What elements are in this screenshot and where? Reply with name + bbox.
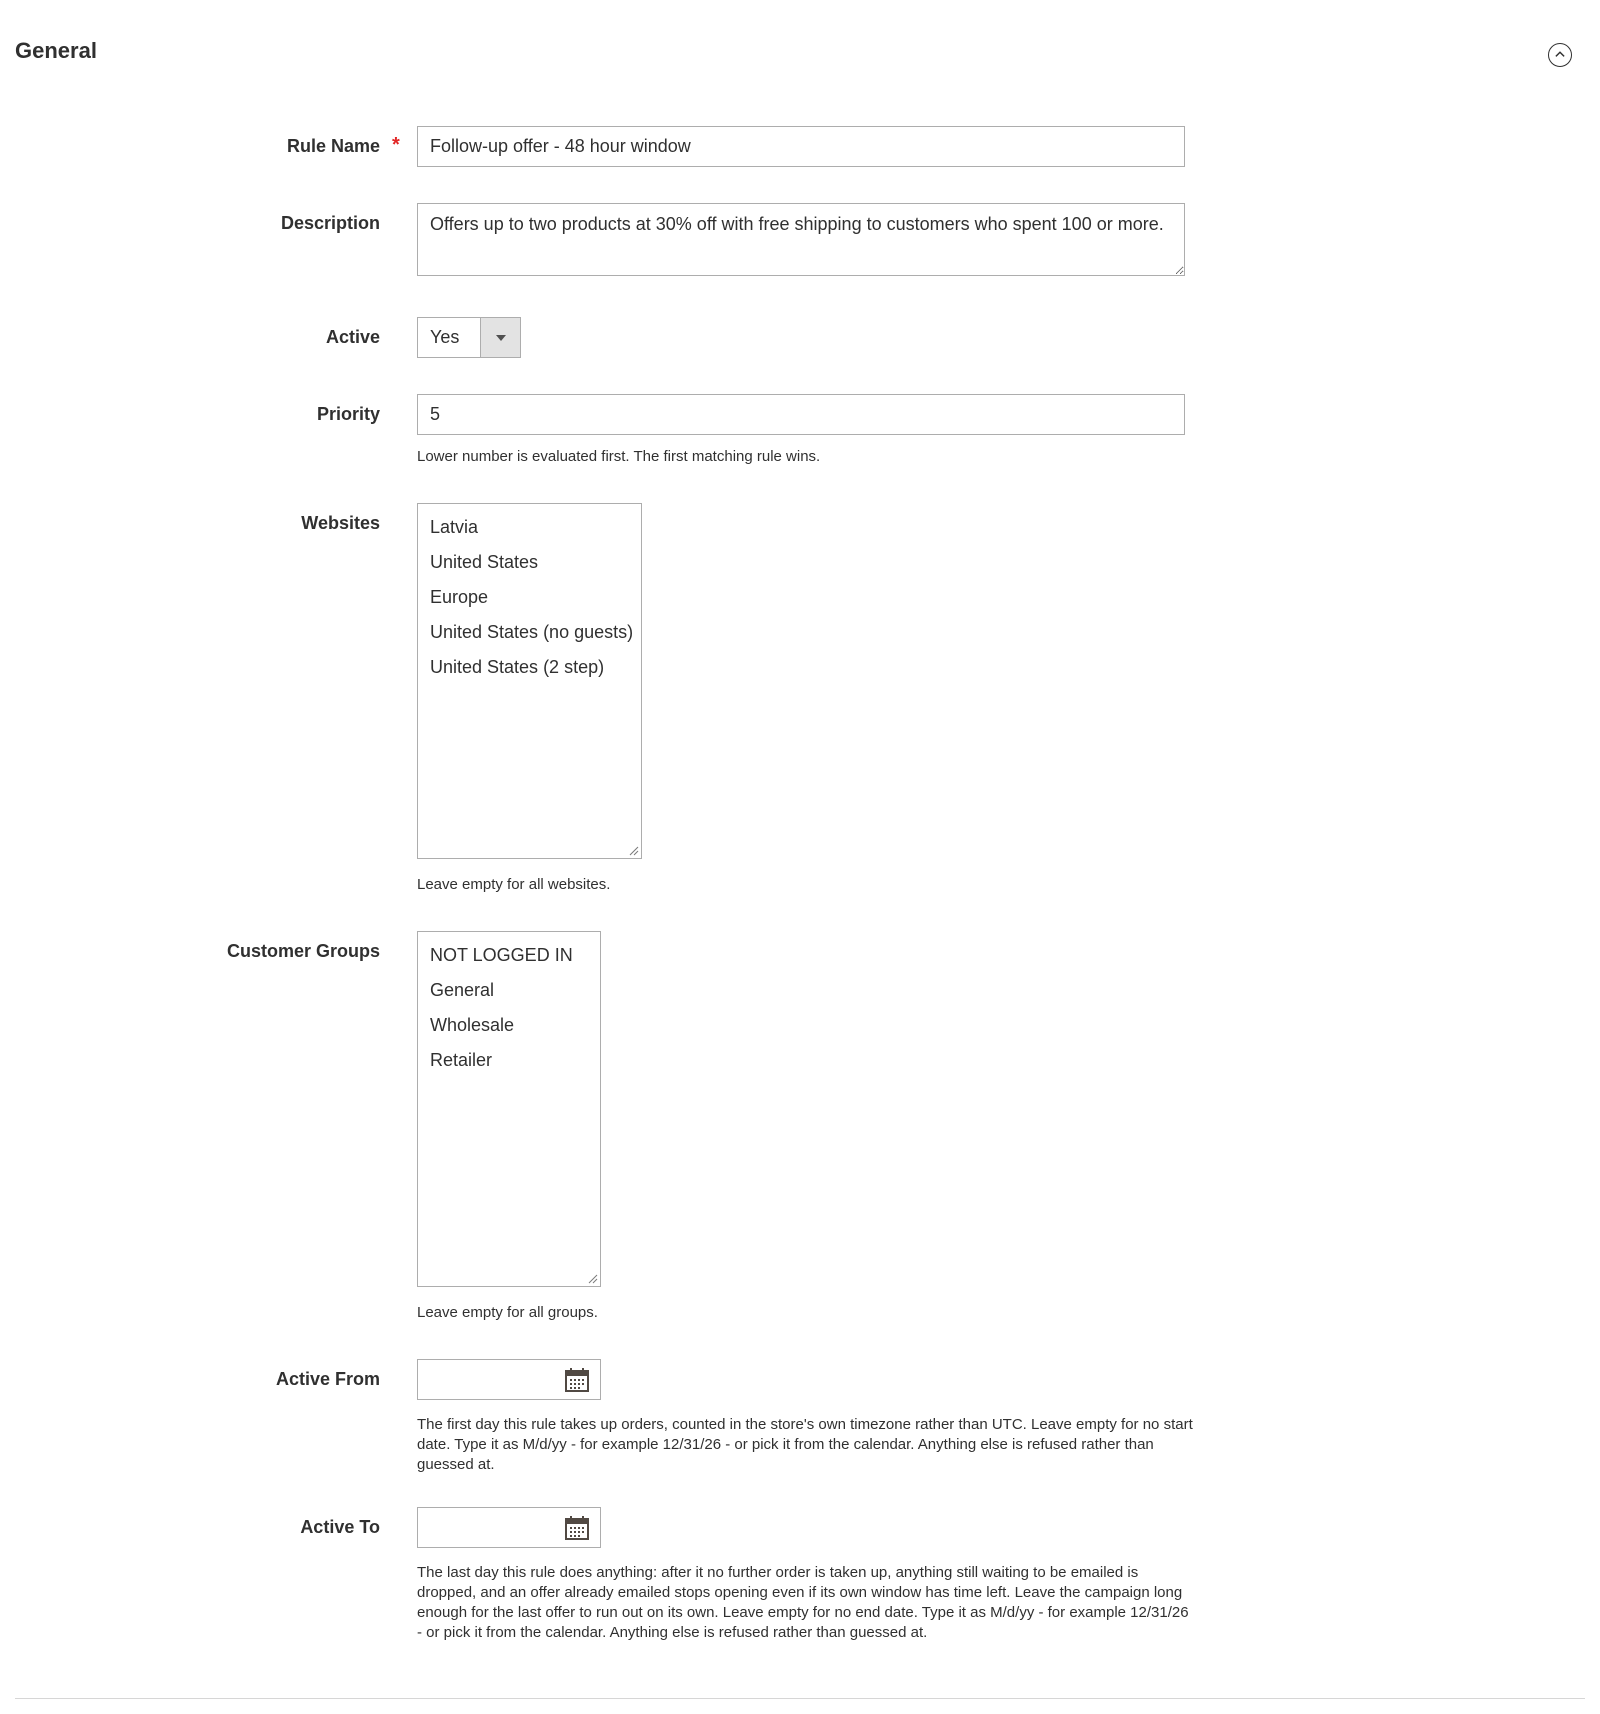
active-from-hint: The first day this rule takes up orders, counted in the store's own timezone rather than UTC. Leave empty for no start date. Type it as M/d/yy - for example 12/31/26 - or pick it from the calendar. Anything else is refused rather than guessed at.	[417, 1416, 1193, 1473]
websites-multiselect[interactable]	[417, 503, 642, 859]
customer-group-option[interactable]: General	[430, 980, 495, 1000]
websites-option[interactable]: United States (no guests)	[430, 622, 634, 642]
websites-option[interactable]: United States	[430, 552, 539, 572]
active-from-label: Active From	[275, 1369, 380, 1389]
active-to-label: Active To	[300, 1517, 380, 1537]
websites-option[interactable]: Europe	[430, 587, 489, 607]
customer-groups-label: Customer Groups	[226, 941, 380, 961]
customer-groups-hint: Leave empty for all groups.	[417, 1304, 598, 1321]
priority-input[interactable]	[417, 394, 1185, 435]
active-select-toggle[interactable]	[480, 318, 520, 357]
customer-group-option[interactable]: Wholesale	[430, 1015, 515, 1035]
rule-name-input[interactable]	[417, 126, 1185, 167]
active-from-date-field	[417, 1359, 601, 1400]
active-to-hint: The last day this rule does anything: after it no further order is taken up, anything still waiting to be emailed is dropped, and an offer already emailed stops opening even if its own window has time left. Leave the campaign long enough for the last offer to run out on its own. Leave empty for no end date. Type it as M/d/yy - for example 12/31/26 - or pick it from the calendar. Anything else is refused rather than guessed at.	[417, 1564, 1189, 1641]
active-label: Active	[325, 327, 380, 347]
chevron-up-icon	[1549, 44, 1571, 66]
description-label: Description	[280, 213, 380, 233]
active-from-calendar-button[interactable]	[564, 1367, 590, 1393]
active-to-calendar-button[interactable]	[564, 1515, 590, 1541]
active-to-input[interactable]	[418, 1508, 558, 1547]
calendar-icon	[564, 1367, 590, 1393]
calendar-icon	[564, 1515, 590, 1541]
description-textarea[interactable]	[417, 203, 1185, 276]
section-title: General	[15, 38, 97, 63]
priority-label: Priority	[316, 404, 380, 424]
websites-label: Websites	[301, 513, 380, 533]
active-to-date-field	[417, 1507, 601, 1548]
customer-group-option[interactable]: Retailer	[430, 1050, 493, 1070]
rule-name-label: Rule Name	[286, 136, 380, 156]
websites-option[interactable]: Latvia	[430, 517, 479, 537]
chevron-down-icon	[495, 334, 507, 342]
resize-handle-icon[interactable]	[629, 846, 639, 856]
required-marker: *	[392, 134, 400, 156]
collapse-section-button[interactable]	[1548, 43, 1572, 67]
customer-group-option[interactable]: NOT LOGGED IN	[430, 945, 573, 965]
resize-handle-icon[interactable]	[588, 1274, 598, 1284]
section-divider	[15, 1698, 1585, 1699]
active-from-input[interactable]	[418, 1360, 558, 1399]
priority-hint: Lower number is evaluated first. The first matching rule wins.	[417, 448, 821, 465]
websites-hint: Leave empty for all websites.	[417, 876, 611, 893]
active-select[interactable]	[417, 317, 521, 358]
customer-groups-multiselect[interactable]	[417, 931, 601, 1287]
active-select-value: Yes	[430, 327, 460, 347]
websites-option[interactable]: United States (2 step)	[430, 657, 605, 677]
